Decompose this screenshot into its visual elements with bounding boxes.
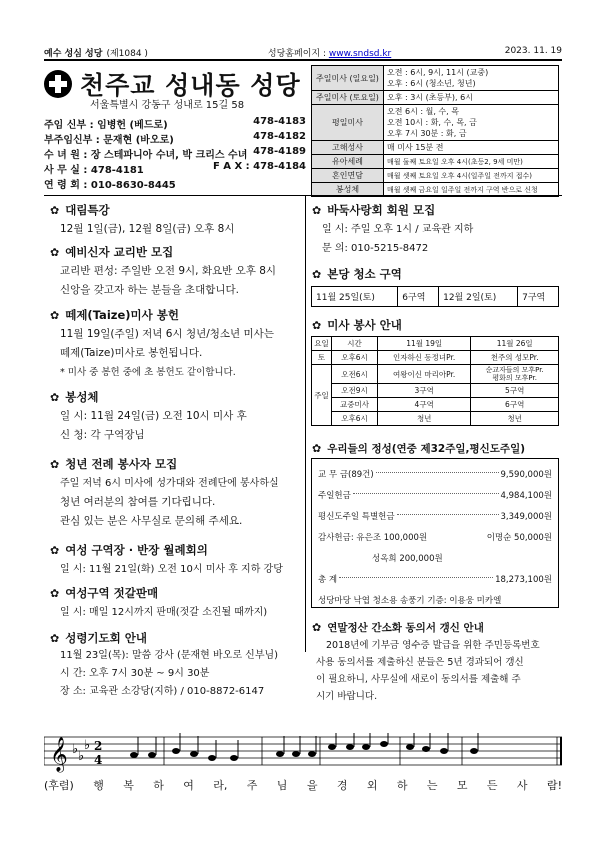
key-signature-icon — [72, 738, 90, 764]
flower-bullet-icon: ✿ — [50, 631, 60, 645]
lyric-syllable: 람! — [546, 779, 562, 792]
staff-label: 연 령 회 : 010-8630-8445 — [44, 180, 176, 191]
church-address: 서울특별시 강동구 성내로 15길 58 — [90, 100, 245, 111]
section-heading — [50, 456, 300, 472]
mass-schedule-table — [311, 65, 559, 197]
lyric-syllable: 든 — [486, 779, 498, 792]
section-body — [312, 220, 560, 258]
body-line: 사용 동의서를 제출하신 분들은 5년 경과되어 갱신 — [316, 657, 524, 668]
total-label: 총 계 — [318, 574, 338, 585]
section-heading — [312, 441, 525, 456]
body-line: 장 소: 교육관 소강당(지하) / 010-8872-6147 — [60, 686, 265, 697]
flower-bullet-icon: ✿ — [50, 308, 60, 322]
schedule-value: 매 미사 15분 전 — [384, 141, 559, 155]
flower-bullet-icon: ✿ — [50, 203, 60, 217]
minister-heading — [312, 317, 402, 333]
body-line: 일 시: 11월 21일(화) 오전 10시 미사 후 지하 강당 — [60, 564, 283, 575]
section-title: 바둑사랑회 회원 모집 — [327, 203, 436, 217]
section-title: 청년 전례 봉사자 모집 — [65, 457, 178, 471]
cleaning-area-table — [311, 286, 559, 307]
time-cell: 오전6시 — [332, 365, 378, 384]
section-body — [50, 325, 300, 382]
schedule-label: 혼인면담 — [312, 169, 384, 183]
schedule-label: 고해성사 — [312, 141, 384, 155]
section-body — [50, 407, 300, 445]
flower-bullet-icon: ✿ — [50, 457, 60, 471]
section-divider — [44, 195, 562, 196]
offering-line — [318, 568, 552, 589]
lyric-syllable: 사 — [516, 779, 528, 792]
staff-label: 사 무 실 : 478-4181 — [44, 165, 144, 176]
time-cell: 교중미사 — [332, 398, 378, 412]
table-row — [312, 398, 559, 412]
minister-cell: 천주의 성모Pr. — [471, 351, 559, 365]
offering-box — [311, 458, 559, 608]
cross-logo-icon — [44, 70, 72, 98]
lyric-syllable: 외 — [366, 779, 378, 792]
staff-row — [44, 131, 306, 146]
lyric-syllable: 는 — [426, 779, 438, 792]
area-cell: 11월 25일(토) — [312, 287, 398, 307]
flower-bullet-icon: ✿ — [50, 390, 60, 404]
table-header: 11월 26일 — [471, 337, 559, 351]
section-body — [312, 637, 560, 705]
thanks-name: 이명순 50,000원 — [486, 532, 552, 543]
time-cell: 오후6시 — [332, 412, 378, 426]
staff-lines — [44, 737, 562, 765]
body-line: 이 필요하니, 사무실에 새로이 동의서를 제출해 주 — [316, 674, 521, 685]
note-head — [148, 752, 156, 758]
flower-bullet-icon: ✿ — [50, 245, 60, 259]
offering-heading — [312, 441, 525, 456]
section-body — [50, 603, 300, 622]
day-cell: 주일 — [312, 365, 332, 426]
leader-dots — [376, 472, 499, 473]
body-line: 11월 23일(목): 말씀 강사 (문재현 바오로 신부님) — [60, 650, 279, 661]
section-body — [50, 220, 300, 239]
offering-amount: 9,590,000원 — [500, 469, 552, 480]
section-title: 봉성체 — [65, 390, 99, 404]
section-heading — [312, 620, 560, 635]
body-line: 관심 있는 분은 사무실로 문의해 주세요. — [60, 515, 243, 527]
note-head — [380, 741, 388, 747]
svg-text:♭: ♭ — [78, 749, 85, 764]
section-body — [50, 647, 300, 701]
offering-line — [318, 484, 552, 505]
schedule-label: 주일미사 (토요일) — [312, 91, 384, 105]
note-head — [208, 755, 216, 761]
minister-cell: 4구역 — [378, 398, 471, 412]
schedule-value: 오후 : 3시 (초등부), 6시 — [384, 91, 559, 105]
flower-bullet-icon: ✿ — [312, 267, 322, 281]
section-jeotgal-sale — [50, 585, 300, 622]
section-title: 여성 구역장 · 반장 월례회의 — [65, 543, 208, 557]
section-title: 연말정산 간소화 동의서 갱신 안내 — [327, 622, 484, 634]
staff-phone: 478-4189 — [253, 146, 306, 157]
area-cell: 6구역 — [398, 287, 439, 307]
section-heading — [50, 389, 300, 405]
treble-clef-icon: 𝄞 — [50, 737, 68, 772]
table-row — [312, 351, 559, 365]
minister-cell: 여왕이신 마리아Pr. — [378, 365, 471, 384]
minister-cell: 청년 — [471, 412, 559, 426]
note-head — [346, 744, 354, 750]
note-head — [276, 751, 284, 757]
section-title: 성령기도회 안내 — [65, 631, 147, 645]
schedule-label: 유아세례 — [312, 155, 384, 169]
body-line: 12월 1일(금), 12월 8일(금) 오후 8시 — [60, 223, 235, 235]
schedule-value: 매월 셋째 금요일 일주일 전까지 구역 반으로 신청 — [384, 183, 559, 197]
homepage-link[interactable]: www.sndsd.kr — [328, 49, 392, 59]
body-line: 일 시: 매일 12시까지 판매(젓갈 소진될 때까지) — [60, 607, 268, 618]
schedule-label: 평일미사 — [312, 105, 384, 141]
lyric-syllable: 님 — [276, 779, 288, 792]
table-row — [312, 365, 559, 384]
lyric-syllable: 경 — [336, 779, 348, 792]
flower-bullet-icon: ✿ — [312, 318, 322, 332]
refrain-label: (후렴) — [44, 779, 74, 792]
schedule-value: 오전 : 6시, 9시, 11시 (교중) 오후 : 6시 (청소년, 청년) — [384, 66, 559, 91]
staff-phone: F A X : 478-4184 — [212, 161, 306, 172]
section-heading — [50, 307, 300, 323]
lyric-syllable: 하 — [153, 779, 164, 792]
section-body — [50, 560, 300, 579]
note-head — [190, 751, 198, 757]
section-heading — [50, 542, 300, 558]
issue-number: (제1084 ) — [106, 49, 148, 59]
lyric-syllable: 을 — [306, 779, 318, 792]
offering-line — [318, 505, 552, 526]
time-signature-bottom: 4 — [94, 753, 103, 767]
body-line: 일 시: 주일 오후 1시 / 교육관 지하 — [322, 224, 474, 235]
schedule-label: 주일미사 (일요일) — [312, 66, 384, 91]
church-name: 천주교 성내동 성당 — [80, 71, 301, 100]
section-tax-consent — [312, 620, 560, 705]
offering-label: 평신도주일 특별헌금 — [318, 511, 395, 522]
day-cell: 토 — [312, 351, 332, 365]
section-youth-liturgy — [50, 456, 300, 531]
leader-dots — [339, 577, 493, 578]
body-line: 청년 여러분의 참여를 기다립니다. — [60, 496, 216, 508]
time-signature-top: 2 — [94, 739, 103, 753]
body-line: 일 시: 11월 24일(금) 오전 10시 미사 후 — [60, 410, 247, 422]
homepage — [268, 46, 391, 59]
body-line: 신앙을 갖고자 하는 분들을 초대합니다. — [60, 284, 239, 296]
section-communion — [50, 389, 300, 445]
offering-line — [318, 463, 552, 484]
staff-row — [44, 146, 306, 161]
schedule-value: 매월 둘째 토요일 오후 4시(초등2, 9세 미만) — [384, 155, 559, 169]
staff-label: 수 녀 원 : 장 스테파니아 수녀, 박 크리스 수녀 — [44, 150, 248, 161]
music-staff — [44, 733, 562, 783]
section-women-meeting — [50, 542, 300, 579]
body-line: 문 의: 010-5215-8472 — [322, 243, 429, 254]
table-header: 11월 19일 — [378, 337, 471, 351]
section-body — [50, 262, 300, 300]
staff-label: 주임 신부 : 임병헌 (베드로) — [44, 120, 168, 131]
offering-amount: 4,984,100원 — [500, 490, 552, 501]
body-line: 떼제(Taize)미사로 봉헌됩니다. — [60, 347, 203, 359]
note-head — [292, 751, 300, 757]
offering-line — [318, 526, 552, 547]
leader-dots — [397, 514, 499, 515]
note-head — [230, 755, 238, 761]
table-row — [312, 384, 559, 398]
body-line: 시 간: 오후 7시 30분 ~ 9시 30분 — [60, 668, 210, 679]
section-heading — [312, 202, 560, 218]
section-heading — [50, 630, 300, 646]
section-heading — [312, 266, 402, 282]
issue-date: 2023. 11. 19 — [504, 46, 562, 56]
section-prayer-meeting — [50, 630, 300, 701]
time-cell: 오후6시 — [332, 351, 378, 365]
flower-bullet-icon: ✿ — [50, 586, 60, 600]
header-divider — [44, 59, 562, 61]
note-head — [130, 752, 138, 758]
thanks-name: 성옥희 200,000원 — [372, 553, 443, 564]
section-title: 대림특강 — [65, 203, 110, 217]
body-line: 11월 19일(주일) 저녁 6시 청년/청소년 미사는 — [60, 328, 274, 340]
section-title: 떼제(Taize)미사 봉헌 — [65, 308, 179, 322]
notes — [130, 733, 478, 765]
staff-row — [44, 161, 306, 176]
note-head — [422, 746, 430, 752]
total-amount: 18,273,100원 — [495, 574, 552, 585]
note-head — [470, 748, 478, 754]
minister-cell: 5구역 — [471, 384, 559, 398]
minister-cell: 3구역 — [378, 384, 471, 398]
donation-note: 성당마당 낙엽 청소용 송풍기 기증: 이용웅 미카엘 — [318, 595, 502, 606]
note-head — [440, 748, 448, 754]
svg-text:♭: ♭ — [84, 738, 91, 753]
area-cell: 7구역 — [518, 287, 559, 307]
minister-cell: 인자하신 동정녀Pr. — [378, 351, 471, 365]
section-body — [50, 474, 300, 531]
flower-bullet-icon: ✿ — [50, 543, 60, 557]
flower-bullet-icon: ✿ — [312, 621, 322, 634]
section-heading — [50, 585, 300, 601]
offering-line — [318, 589, 552, 610]
lyric-syllable: 행 — [93, 779, 104, 792]
section-title: 우리들의 정성(연중 제32주일,평신도주일) — [327, 443, 526, 455]
note-head — [362, 744, 370, 750]
schedule-value: 매월 셋째 토요일 오후 4시(일주일 전까지 접수) — [384, 169, 559, 183]
lyric-syllable: 라, — [213, 779, 228, 792]
section-title: 여성구역 젓갈판매 — [65, 586, 159, 600]
offering-line — [318, 547, 552, 568]
body-line: * 미사 중 봉헌 중에 초 봉헌도 같이합니다. — [60, 367, 236, 378]
parish-label: 예수 성심 성당 — [44, 49, 103, 59]
flower-bullet-icon: ✿ — [312, 442, 322, 455]
section-title: 미사 봉사 안내 — [327, 318, 402, 332]
offering-label: 교 무 금(89건) — [318, 469, 374, 480]
table-header: 시간 — [332, 337, 378, 351]
staff-row — [44, 176, 306, 191]
section-taize — [50, 307, 300, 382]
thanks-label: 감사헌금: 유은조 100,000원 — [318, 532, 428, 543]
minister-cell: 6구역 — [471, 398, 559, 412]
minister-cell: 청년 — [378, 412, 471, 426]
table-row — [312, 412, 559, 426]
body-line: 주일 저녁 6시 미사에 성가대와 전례단에 봉사하실 — [60, 478, 279, 489]
section-heading — [50, 244, 300, 260]
flower-bullet-icon: ✿ — [312, 203, 322, 217]
section-catechumen — [50, 244, 300, 300]
body-line: 신 청: 각 구역장님 — [60, 429, 145, 441]
column-divider — [305, 196, 306, 652]
note-head — [328, 744, 336, 750]
lyrics-row — [44, 777, 562, 793]
staff-phone: 478-4183 — [253, 116, 306, 127]
body-line: 시기 바랍니다. — [316, 691, 378, 702]
homepage-label: 성당홈페이지 : — [267, 49, 329, 59]
svg-text:♭: ♭ — [72, 742, 79, 757]
section-baduk — [312, 202, 560, 258]
lyric-syllable: 모 — [456, 779, 468, 792]
section-advent-lecture — [50, 202, 300, 239]
body-line: 교리반 편성: 주일반 오전 9시, 화요반 오후 8시 — [60, 265, 277, 277]
section-heading — [50, 202, 300, 218]
area-heading — [312, 266, 402, 282]
leader-dots — [353, 493, 499, 494]
staff-row — [44, 116, 306, 131]
offering-label: 주일헌금 — [318, 490, 351, 501]
table-header: 요일 — [312, 337, 332, 351]
time-cell: 오전9시 — [332, 384, 378, 398]
note-head — [308, 751, 316, 757]
section-title: 예비신자 교리반 모집 — [65, 245, 174, 259]
lyric-syllable: 주 — [246, 779, 258, 792]
lyric-syllable: 여 — [183, 779, 194, 792]
section-title: 본당 청소 구역 — [327, 267, 402, 281]
section-heading — [312, 317, 402, 333]
staff-phone: 478-4182 — [253, 131, 306, 142]
minister-cell: 순교자들의 모후Pr. 평화의 모후Pr. — [471, 365, 559, 384]
schedule-label: 봉성체 — [312, 183, 384, 197]
lyric-syllable: 하 — [396, 779, 408, 792]
mass-minister-table — [311, 336, 559, 426]
schedule-value: 오전 6시 : 월, 수, 목 오전 10시 : 화, 수, 목, 금 오후 7시 30분 : 화, 금 — [384, 105, 559, 141]
area-cell: 12월 2일(토) — [439, 287, 518, 307]
note-head — [406, 744, 414, 750]
top-bar — [44, 46, 562, 59]
offering-amount: 3,349,000원 — [500, 511, 552, 522]
staff-label: 부주임신부 : 문재현 (바오로) — [44, 135, 174, 146]
body-line: 2018년에 기부금 영수증 발급을 위한 주민등록번호 — [326, 640, 540, 651]
note-head — [172, 748, 180, 754]
lyric-syllable: 복 — [123, 779, 134, 792]
